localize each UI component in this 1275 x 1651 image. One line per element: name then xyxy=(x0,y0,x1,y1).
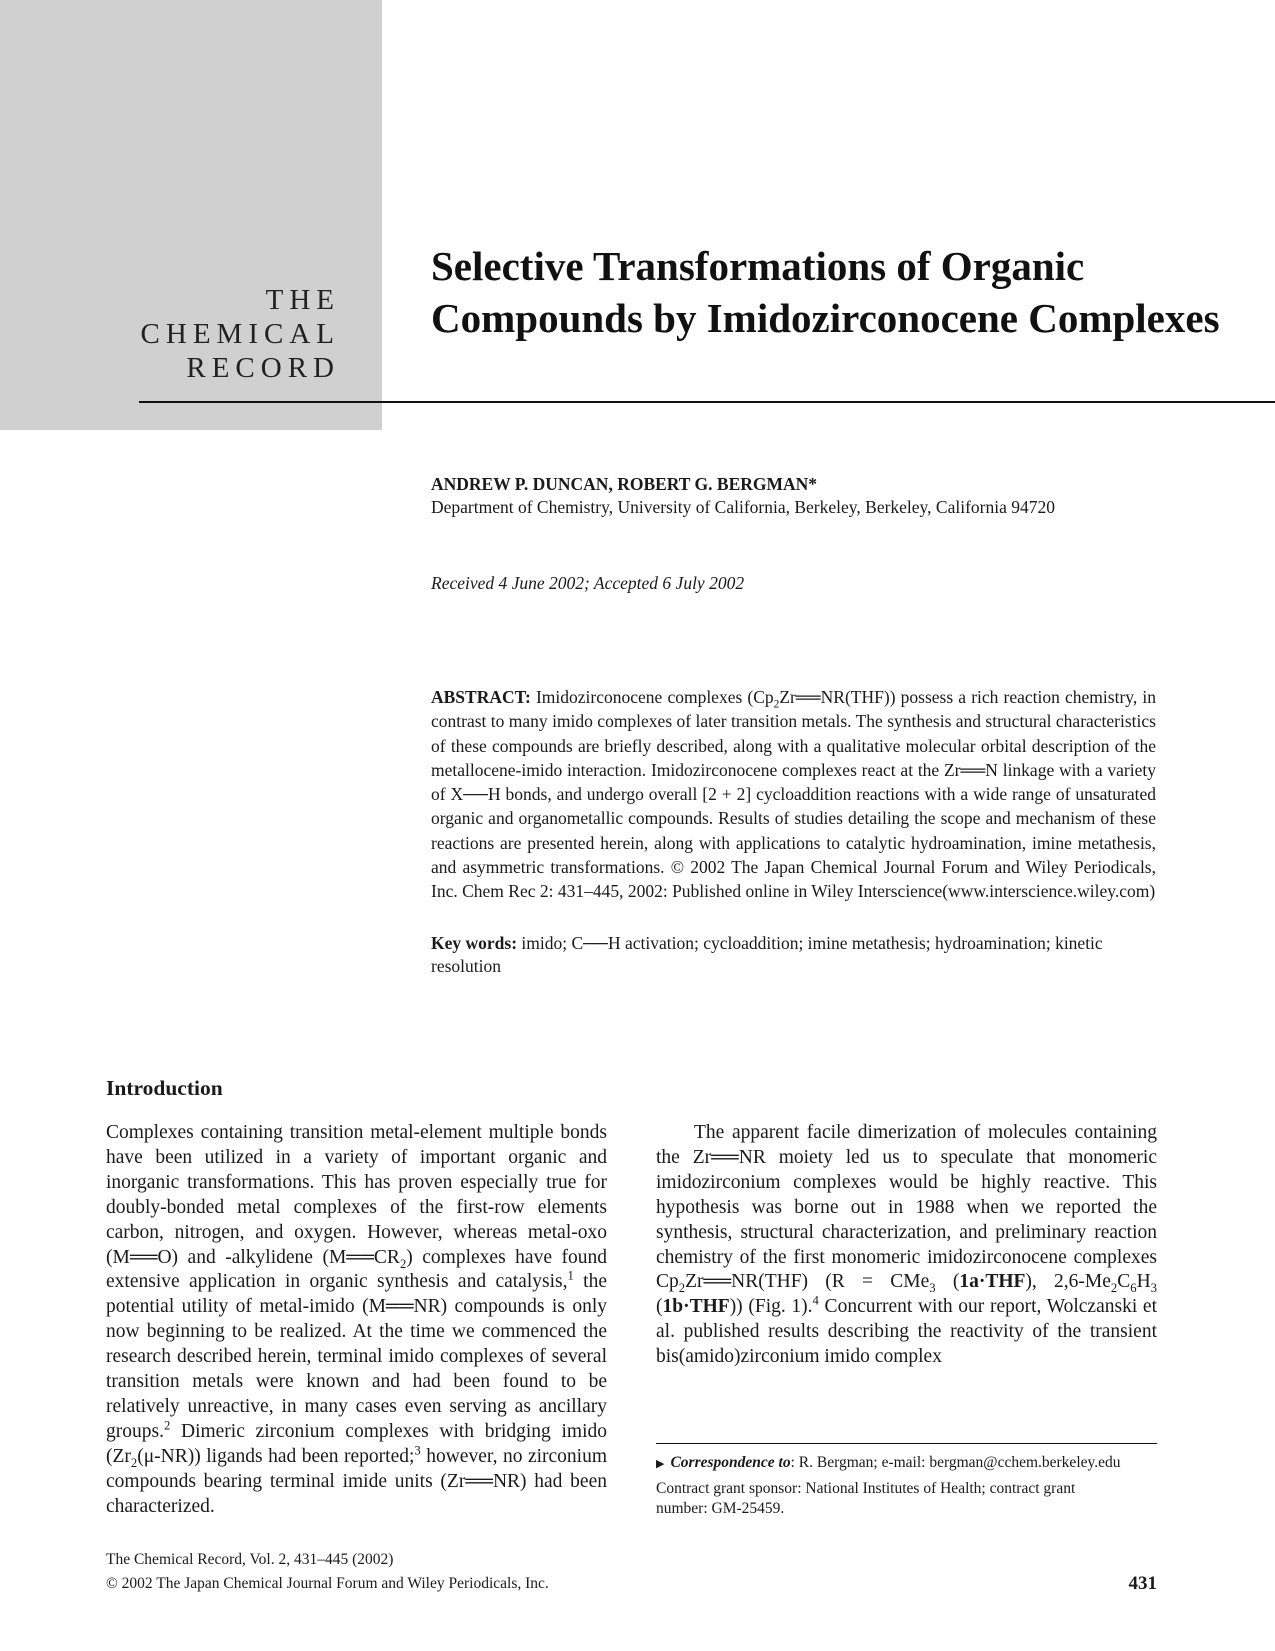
subscript: 2 xyxy=(678,1281,686,1296)
title-divider xyxy=(139,401,1275,403)
abstract-text: Zr══NR(THF)) possess a rich reaction chemistry, in contrast to many imido complexes of later transition metals. The synthesis and structural characteristics of these compounds are briefly described, along with a qualitative molecular orbital description of the metallocene-imido interaction. Imidozirconocene complexes react at the Zr══N linkage with a variety of X──H bonds, and undergo overall [2 + 2] cycloaddition reactions with a wide range of unsaturated organic and organometallic compounds. Results of studies detailing the scope and mechanism of these reactions are presented herein, along with applications to catalytic hydroamination, imine metathesis, and asymmetric transformations. © 2002 The Japan Chemical Journal Forum and Wiley Periodicals, Inc. Chem Rec 2: 431–445, 2002: Published online in Wiley Interscience(www.interscience.wiley.com) xyxy=(431,687,1157,902)
keywords-label: Key words: xyxy=(431,933,518,953)
section-heading-introduction: Introduction xyxy=(106,1076,223,1100)
triangle-bullet-icon: ▶ xyxy=(656,1458,665,1470)
journal-citation: The Chemical Record, Vol. 2, 431–445 (2002) xyxy=(106,1551,394,1568)
intro-paragraph-right xyxy=(656,1121,1157,1370)
body-text: ) complexes have found extensive application in organic synthesis and catalysis, xyxy=(106,1246,607,1293)
body-text: Complexes containing transition metal-element multiple bonds have been utilized in a variety of important organic and inorganic transformations. This has proven especially true for doubly-bonded metal complexes of the first-row elements carbon, nitrogen, and oxygen. However, whereas metal-oxo (M══O) and -alkylidene (M══CR xyxy=(106,1122,607,1268)
correspondence-label: Correspondence to xyxy=(670,1454,791,1471)
correspondence-text: : R. Bergman; e-mail: bergman@cchem.berkeley.edu xyxy=(790,1454,1121,1471)
body-text: ( xyxy=(656,1296,663,1318)
reference-marker: 4 xyxy=(812,1293,819,1308)
subscript: 2 xyxy=(773,698,780,711)
body-text: Dimeric zirconium complexes with bridging imido (Zr xyxy=(106,1420,607,1467)
subscript: 2 xyxy=(399,1256,407,1271)
body-text: ), 2,6-Me xyxy=(1025,1271,1111,1293)
article-authors: ANDREW P. DUNCAN, ROBERT G. BERGMAN* xyxy=(431,474,818,494)
abstract xyxy=(431,685,1156,904)
body-text: )) (Fig. 1). xyxy=(729,1296,813,1318)
grant-footnote: Contract grant sponsor: National Institutes of Health; contract grant number: GM-25459. xyxy=(656,1480,1076,1517)
subscript: 6 xyxy=(1130,1281,1137,1296)
subscript: 2 xyxy=(130,1455,138,1470)
journal-name-line: THE xyxy=(265,284,340,316)
body-text: however, no zirconium compounds bearing terminal imide units (Zr══NR) had been characterized. xyxy=(106,1445,607,1517)
body-text: Zr══NR(THF) (R = CMe xyxy=(685,1271,930,1293)
reference-marker: 2 xyxy=(163,1418,171,1433)
body-text: ( xyxy=(935,1271,960,1293)
journal-name-line: RECORD xyxy=(186,352,340,384)
abstract-text: Imidozirconocene complexes (Cp xyxy=(535,687,774,707)
journal-name xyxy=(100,283,340,385)
body-text: (μ-NR)) ligands had been reported; xyxy=(137,1445,415,1467)
keywords-text: imido; C──H activation; cycloaddition; imine metathesis; hydroamination; kinetic resolution xyxy=(431,933,1103,976)
subscript: 3 xyxy=(929,1281,936,1296)
article-title: Selective Transformations of Organic Compounds by Imidozirconocene Complexes xyxy=(431,243,1220,341)
abstract-label: ABSTRACT: xyxy=(431,687,531,707)
footnote-divider xyxy=(656,1443,1157,1444)
subscript: 3 xyxy=(1150,1281,1157,1296)
compound-label: 1a·THF xyxy=(959,1271,1026,1293)
journal-name-line: CHEMICAL xyxy=(140,318,340,350)
body-text: the potential utility of metal-imido (M══NR) compounds is only now beginning to be realized. At the time we commenced the research described herein, terminal imido complexes of several transition metals were known and had been found to be relatively unreactive, in many cases even serving as ancillary groups. xyxy=(106,1271,607,1442)
body-text: Concurrent with our report, Wolczanski et al. published results describing the reactivity of the transient bis(amido)zirconium imido complex xyxy=(656,1296,1157,1368)
author-affiliation: Department of Chemistry, University of California, Berkeley, Berkeley, California 94720 xyxy=(431,497,1055,517)
reference-marker: 3 xyxy=(414,1443,421,1458)
body-text: The apparent facile dimerization of molecules containing the Zr══NR moiety led us to speculate that monomeric imidozirconium complexes would be highly reactive. This hypothesis was borne out in 1988 when we reported the synthesis, structural characterization, and preliminary reaction chemistry of the first monomeric imidozirconocene complexes Cp xyxy=(656,1122,1157,1293)
compound-label: 1b·THF xyxy=(662,1296,730,1318)
keywords xyxy=(431,932,1156,978)
copyright-notice: © 2002 The Japan Chemical Journal Forum and Wiley Periodicals, Inc. xyxy=(106,1575,549,1592)
received-dates: Received 4 June 2002; Accepted 6 July 2002 xyxy=(431,573,745,593)
page-number: 431 xyxy=(1128,1573,1157,1594)
body-text: C xyxy=(1117,1271,1131,1293)
body-text: H xyxy=(1136,1271,1151,1293)
correspondence-footnote xyxy=(656,1454,1176,1472)
reference-marker: 1 xyxy=(567,1268,574,1283)
subscript: 2 xyxy=(1110,1281,1118,1296)
intro-paragraph-left xyxy=(106,1121,607,1520)
